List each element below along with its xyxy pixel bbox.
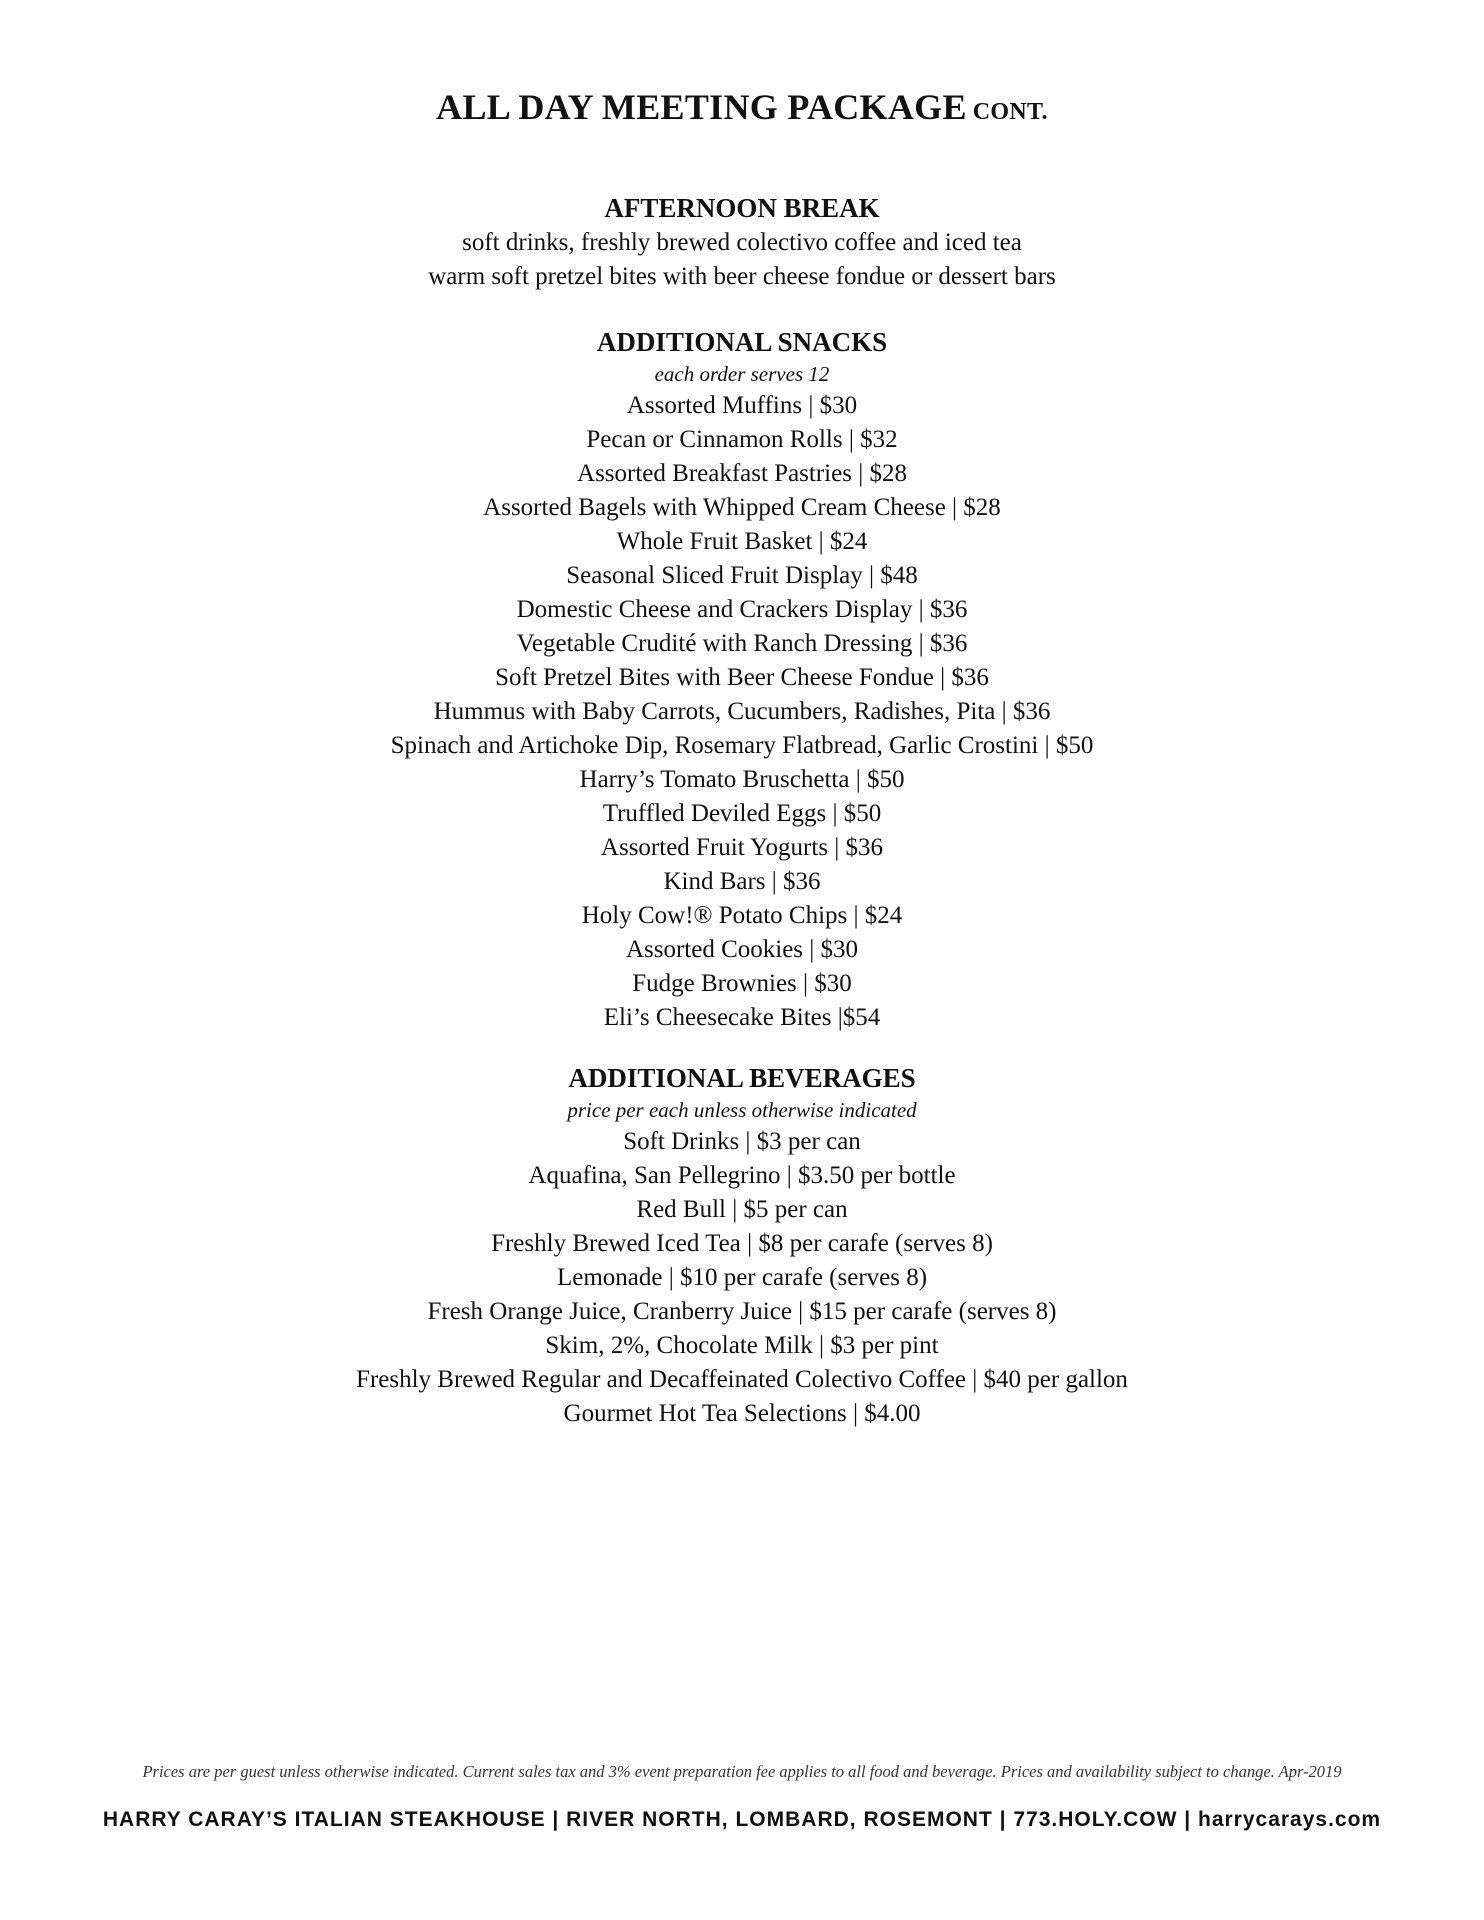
menu-item: Lemonade | $10 per carafe (serves 8) xyxy=(556,1264,928,1291)
menu-item: Seasonal Sliced Fruit Display | $48 xyxy=(566,562,918,589)
footer-contact: HARRY CARAY’S ITALIAN STEAKHOUSE | RIVER NORTH, LOMBARD, ROSEMONT | 773.HOLY.COW | harrycarays.com xyxy=(102,1808,1382,1831)
menu-item: Assorted Muffins | $30 xyxy=(626,392,858,419)
menu-item: Fudge Brownies | $30 xyxy=(632,970,852,997)
menu-item: Harry’s Tomato Bruschetta | $50 xyxy=(579,766,905,793)
menu-item: Eli’s Cheesecake Bites |$54 xyxy=(603,1004,881,1031)
additional-beverages-section xyxy=(0,1060,1484,1431)
additional-snacks-section xyxy=(0,324,1484,1035)
menu-item: Whole Fruit Basket | $24 xyxy=(616,528,868,555)
menu-item: Assorted Cookies | $30 xyxy=(625,936,859,963)
page-title xyxy=(0,86,1484,128)
page-title-suffix: CONT. xyxy=(972,99,1048,125)
menu-item: Gourmet Hot Tea Selections | $4.00 xyxy=(563,1400,921,1427)
break-line: soft drinks, freshly brewed colectivo coffee and iced tea xyxy=(462,229,1022,256)
section-heading: ADDITIONAL BEVERAGES xyxy=(568,1063,916,1093)
menu-item: Pecan or Cinnamon Rolls | $32 xyxy=(586,426,898,453)
menu-item: Vegetable Crudité with Ranch Dressing | $36 xyxy=(516,630,968,657)
menu-item: Holy Cow!® Potato Chips | $24 xyxy=(581,902,903,929)
menu-item: Fresh Orange Juice, Cranberry Juice | $15 per carafe (serves 8) xyxy=(427,1298,1057,1325)
break-line: warm soft pretzel bites with beer cheese fondue or dessert bars xyxy=(428,263,1056,290)
menu-item: Freshly Brewed Regular and Decaffeinated Colectivo Coffee | $40 per gallon xyxy=(356,1366,1128,1393)
menu-item: Domestic Cheese and Crackers Display | $36 xyxy=(516,596,968,623)
disclaimer-text: Prices are per guest unless otherwise indicated. Current sales tax and 3% event preparation fee applies to all food and beverage. Prices and availability subject to change. Apr-2019 xyxy=(142,1762,1342,1781)
section-heading: ADDITIONAL SNACKS xyxy=(596,327,888,357)
menu-item: Skim, 2%, Chocolate Milk | $3 per pint xyxy=(545,1332,939,1359)
menu-item: Soft Pretzel Bites with Beer Cheese Fondue | $36 xyxy=(495,664,989,691)
menu-item: Assorted Breakfast Pastries | $28 xyxy=(577,460,907,487)
menu-item: Spinach and Artichoke Dip, Rosemary Flatbread, Garlic Crostini | $50 xyxy=(390,732,1094,759)
section-heading: AFTERNOON BREAK xyxy=(604,193,880,223)
menu-item: Freshly Brewed Iced Tea | $8 per carafe (serves 8) xyxy=(491,1230,993,1257)
menu-item: Red Bull | $5 per can xyxy=(636,1196,848,1223)
menu-item: Truffled Deviled Eggs | $50 xyxy=(602,800,882,827)
page-title-text: ALL DAY MEETING PACKAGE xyxy=(436,87,967,127)
afternoon-break-section xyxy=(0,190,1484,294)
section-subheading: price per each unless otherwise indicated xyxy=(567,1098,917,1122)
menu-item: Hummus with Baby Carrots, Cucumbers, Radishes, Pita | $36 xyxy=(433,698,1051,725)
menu-item: Assorted Bagels with Whipped Cream Cheese | $28 xyxy=(483,494,1001,521)
menu-item: Kind Bars | $36 xyxy=(663,868,821,895)
section-subheading: each order serves 12 xyxy=(654,362,830,386)
menu-item: Assorted Fruit Yogurts | $36 xyxy=(600,834,884,861)
menu-item: Aquafina, San Pellegrino | $3.50 per bottle xyxy=(528,1162,956,1189)
menu-item: Soft Drinks | $3 per can xyxy=(623,1128,861,1155)
